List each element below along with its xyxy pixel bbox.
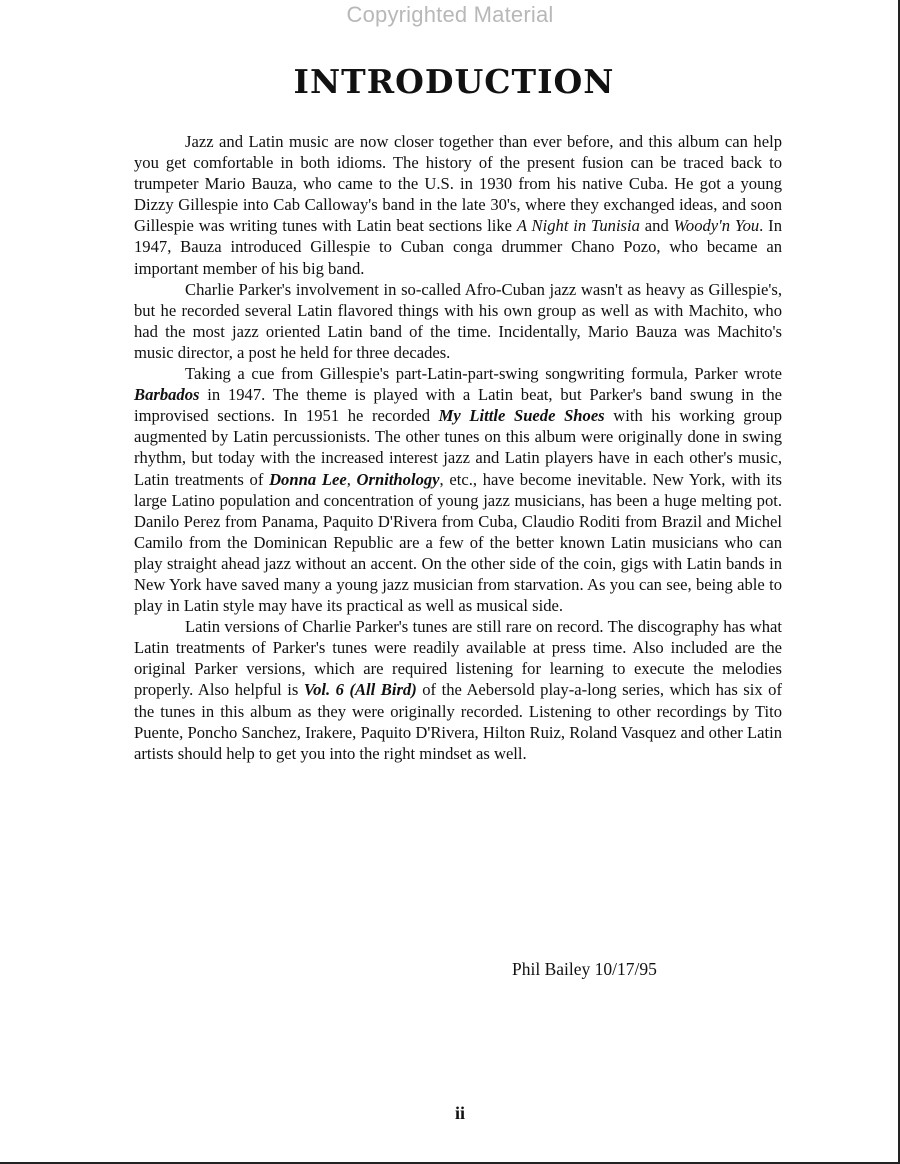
paragraph-4: Latin versions of Charlie Parker's tunes are still rare on record. The discography has what Latin treatments of Parker's tunes were readily available at press time. Also included are the original Parker versions, which are required listening for learning to execute the melodies properly. Also helpful is Vol. 6 (All Bird) of the Aebersold play-a-long series, which has six of the tunes in this album as they were originally recorded. Listening to other recordings by Tito Puente, Poncho Sanchez, Irakere, Paquito D'Rivera, Hilton Ruiz, Roland Vasquez and other Latin artists should help to get you into the right mindset as well. (134, 617, 782, 763)
song-title: Barbados (134, 385, 200, 405)
album-title: Vol. 6 (All Bird) (303, 680, 417, 700)
page-title: INTRODUCTION (293, 62, 615, 101)
paragraph-3: Taking a cue from Gillespie's part-Latin-part-swing songwriting formula, Parker wrote Barbados in 1947. The theme is played with a Latin beat, but Parker's band swung in the improvised sections. In 1951 he recorded My Little Suede Shoes with his working group augmented by Latin percussionists. The other tunes on this album were originally done in swing rhythm, but today with the increased interest jazz and Latin players have in each other's music, Latin treatments of Donna Lee, Ornithology, etc., have become inevitable. New York, with its large Latino population and concentration of young jazz musicians, has been a huge melting pot. Danilo Perez from Panama, Paquito D'Rivera from Cuba, Claudio Roditi from Brazil and Michel Camilo from the Dominican Republic are a few of the better known Latin musicians who can play straight ahead jazz without an accent. On the other side of the coin, gigs with Latin bands in New York have saved many a young jazz musician from starvation. As you can see, being able to play in Latin style may have its practical as well as musical side. (134, 364, 782, 616)
copyright-watermark: Copyrighted Material (346, 2, 554, 27)
song-title: A Night in Tunisia (516, 216, 640, 236)
song-title: Donna Lee (269, 469, 347, 489)
song-title: Woody'n You (673, 216, 760, 236)
paragraph-1: Jazz and Latin music are now closer together than ever before, and this album can help you get comfortable in both idioms. The history of the present fusion can be traced back to trumpeter Mario Bauza, who came to the U.S. in 1930 from his native Cuba. He got a young Dizzy Gillespie into Cab Calloway's band in the late 30's, where they exchanged ideas, and soon Gillespie was writing tunes with Latin beat sections like A Night in Tunisia and Woody'n You. In 1947, Bauza introduced Gillespie to Cuban conga drummer Chano Pozo, who became an important member of his big band. (134, 132, 782, 278)
introduction-body (134, 131, 782, 764)
paragraph-2: Charlie Parker's involvement in so-called Afro-Cuban jazz wasn't as heavy as Gillespie's, but he recorded several Latin flavored things with his own group as well as with Machito, who had the most jazz oriented Latin band of the time. Incidentally, Mario Bauza was Machito's music director, a post he held for three decades. (134, 279, 782, 362)
song-title: My Little Suede Shoes (438, 406, 605, 426)
song-title: Ornithology (356, 469, 440, 489)
author-signature: Phil Bailey 10/17/95 (512, 959, 657, 979)
page-number: ii (454, 1103, 465, 1123)
